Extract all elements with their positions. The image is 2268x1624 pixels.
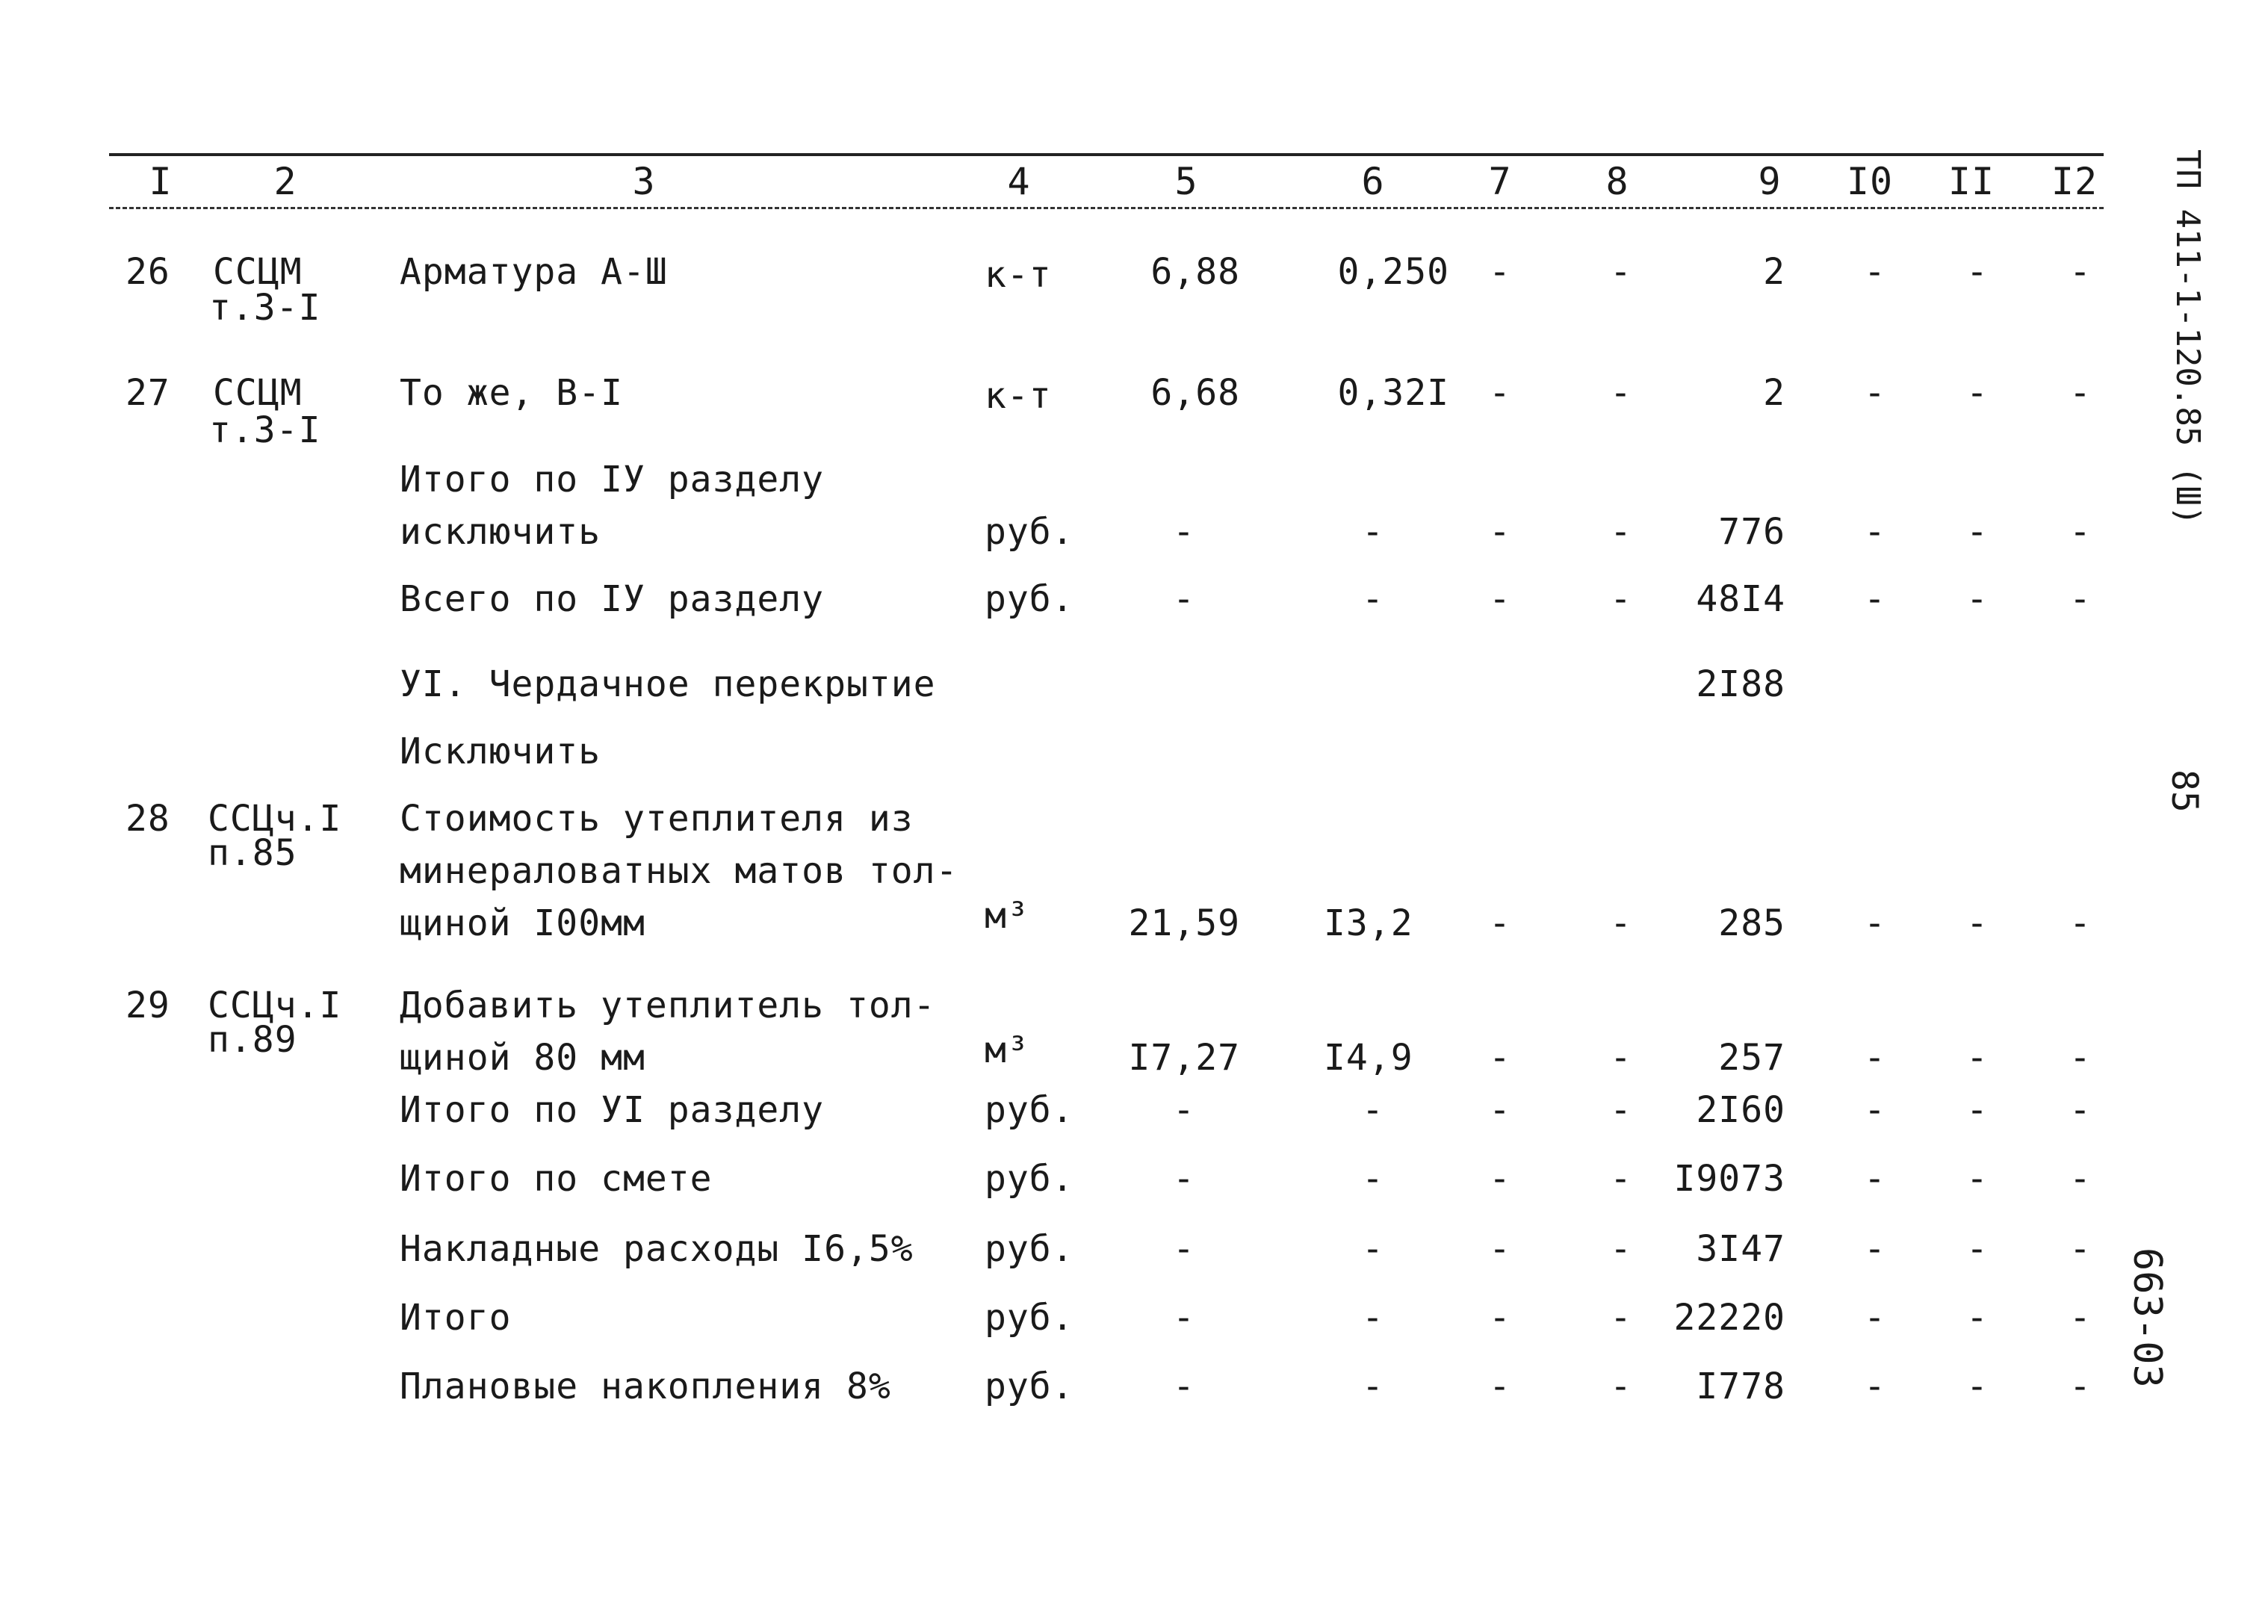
- col10-value: -: [1864, 1158, 1886, 1200]
- description: Арматура А-Ш: [400, 251, 668, 293]
- sheet-code: 663-03: [2125, 1248, 2169, 1388]
- section-title: УI. Чердачное перекрытие: [400, 663, 936, 705]
- reference-line-2: т.3-I: [209, 409, 321, 451]
- description: Всего по IУ разделу: [400, 578, 825, 620]
- col8-value: -: [1610, 1228, 1632, 1270]
- col10-value: -: [1864, 372, 1886, 414]
- col-header-8: 8: [1605, 160, 1629, 203]
- reference-line-2: т.3-I: [209, 287, 321, 329]
- col12-value: -: [2069, 578, 2092, 620]
- unit: руб.: [985, 1158, 1074, 1200]
- col9-value: 22220: [1673, 1297, 1785, 1339]
- col9-value: 776: [1718, 511, 1785, 553]
- col10-value: -: [1864, 1366, 1886, 1407]
- col11-value: -: [1966, 511, 1989, 553]
- col5-value: 21,59: [1128, 902, 1240, 944]
- col6-value: I4,9: [1324, 1037, 1413, 1079]
- col11-value: -: [1966, 251, 1989, 293]
- col9-value: 285: [1718, 902, 1785, 944]
- unit: руб.: [985, 1297, 1074, 1339]
- col9-value: 2: [1763, 372, 1785, 414]
- col12-value: -: [2069, 902, 2092, 944]
- page-number: 85: [2163, 769, 2205, 813]
- col5-value: -: [1173, 1158, 1195, 1200]
- col6-value: -: [1362, 1297, 1384, 1339]
- unit: руб.: [985, 511, 1074, 553]
- col7-value: -: [1489, 578, 1511, 620]
- col9-value: 3I47: [1696, 1228, 1785, 1270]
- col9-value: I778: [1696, 1366, 1785, 1407]
- col10-value: -: [1864, 578, 1886, 620]
- col-header-9: 9: [1758, 160, 1782, 203]
- col-header-4: 4: [1007, 160, 1031, 203]
- col8-value: -: [1610, 1158, 1632, 1200]
- col6-value: -: [1362, 578, 1384, 620]
- col-header-12: I2: [2051, 160, 2098, 203]
- col8-value: -: [1610, 1366, 1632, 1407]
- description: щиной I00мм: [400, 902, 645, 944]
- col-header-6: 6: [1361, 160, 1385, 203]
- table-top-rule: [109, 153, 2104, 156]
- col5-value: -: [1173, 1089, 1195, 1131]
- col11-value: -: [1966, 902, 1989, 944]
- description: Итого по УI разделу: [400, 1089, 825, 1131]
- col11-value: -: [1966, 1228, 1989, 1270]
- description: Стоимость утеплителя из: [400, 798, 914, 840]
- col10-value: -: [1864, 1228, 1886, 1270]
- description: Накладные расходы I6,5%: [400, 1228, 914, 1270]
- col12-value: -: [2069, 1089, 2092, 1131]
- col12-value: -: [2069, 1228, 2092, 1270]
- col12-value: -: [2069, 251, 2092, 293]
- col9-value: 2I88: [1696, 663, 1785, 705]
- reference-line-2: п.85: [208, 832, 297, 874]
- col6-value: -: [1362, 511, 1384, 553]
- row-number: 29: [126, 985, 170, 1026]
- table-header-rule: [109, 207, 2104, 209]
- unit: м³: [985, 895, 1029, 937]
- col11-value: -: [1966, 1089, 1989, 1131]
- col7-value: -: [1489, 1228, 1511, 1270]
- col10-value: -: [1864, 1037, 1886, 1079]
- col5-value: -: [1173, 1366, 1195, 1407]
- col-header-7: 7: [1488, 160, 1512, 203]
- unit: руб.: [985, 1366, 1074, 1407]
- col6-value: 0,32I: [1337, 372, 1449, 414]
- description: исключить: [400, 511, 601, 553]
- col11-value: -: [1966, 372, 1989, 414]
- col-header-10: I0: [1846, 160, 1894, 203]
- col-header-3: 3: [632, 160, 656, 203]
- col8-value: -: [1610, 1297, 1632, 1339]
- col-header-5: 5: [1174, 160, 1198, 203]
- reference-line-1: ССЦМ: [213, 372, 303, 414]
- col7-value: -: [1489, 1037, 1511, 1079]
- unit: м³: [985, 1029, 1029, 1071]
- row-number: 26: [126, 251, 170, 293]
- description: Плановые накопления 8%: [400, 1366, 891, 1407]
- col11-value: -: [1966, 1366, 1989, 1407]
- col8-value: -: [1610, 511, 1632, 553]
- col5-value: -: [1173, 578, 1195, 620]
- col12-value: -: [2069, 511, 2092, 553]
- col7-value: -: [1489, 1089, 1511, 1131]
- description: Итого по смете: [400, 1158, 713, 1200]
- reference-line-1: ССЦч.I: [208, 798, 342, 840]
- unit: руб.: [985, 1089, 1074, 1131]
- col9-value: 2I60: [1696, 1089, 1785, 1131]
- row-number: 27: [126, 372, 170, 414]
- row-number: 28: [126, 798, 170, 840]
- col6-value: -: [1362, 1158, 1384, 1200]
- col6-value: -: [1362, 1228, 1384, 1270]
- col10-value: -: [1864, 1297, 1886, 1339]
- col12-value: -: [2069, 1037, 2092, 1079]
- unit: руб.: [985, 578, 1074, 620]
- col11-value: -: [1966, 1037, 1989, 1079]
- description: Итого по IУ разделу: [400, 459, 825, 500]
- col10-value: -: [1864, 511, 1886, 553]
- unit: к-т: [985, 375, 1052, 417]
- col5-value: -: [1173, 511, 1195, 553]
- col10-value: -: [1864, 902, 1886, 944]
- unit: руб.: [985, 1228, 1074, 1270]
- col7-value: -: [1489, 1158, 1511, 1200]
- col7-value: -: [1489, 372, 1511, 414]
- col6-value: I3,2: [1324, 902, 1413, 944]
- col7-value: -: [1489, 902, 1511, 944]
- col8-value: -: [1610, 1089, 1632, 1131]
- col9-value: I9073: [1673, 1158, 1785, 1200]
- unit: к-т: [985, 254, 1052, 296]
- col5-value: 6,68: [1150, 372, 1240, 414]
- col8-value: -: [1610, 902, 1632, 944]
- col5-value: 6,88: [1150, 251, 1240, 293]
- col11-value: -: [1966, 578, 1989, 620]
- col7-value: -: [1489, 1366, 1511, 1407]
- col11-value: -: [1966, 1297, 1989, 1339]
- col7-value: -: [1489, 251, 1511, 293]
- col-header-1: I: [149, 160, 173, 203]
- col12-value: -: [2069, 372, 2092, 414]
- col6-value: 0,250: [1337, 251, 1449, 293]
- col5-value: I7,27: [1128, 1037, 1240, 1079]
- col7-value: -: [1489, 1297, 1511, 1339]
- description: щиной 80 мм: [400, 1037, 645, 1079]
- col11-value: -: [1966, 1158, 1989, 1200]
- col6-value: -: [1362, 1089, 1384, 1131]
- description: Добавить утеплитель тол-: [400, 985, 936, 1026]
- col7-value: -: [1489, 511, 1511, 553]
- description: Исключить: [400, 731, 601, 772]
- col12-value: -: [2069, 1158, 2092, 1200]
- col9-value: 48I4: [1696, 578, 1785, 620]
- col8-value: -: [1610, 372, 1632, 414]
- description: Итого: [400, 1297, 512, 1339]
- col-header-2: 2: [273, 160, 297, 203]
- col9-value: 257: [1718, 1037, 1785, 1079]
- col10-value: -: [1864, 1089, 1886, 1131]
- description: минераловатных матов тол-: [400, 850, 958, 892]
- col9-value: 2: [1763, 251, 1785, 293]
- col5-value: -: [1173, 1228, 1195, 1270]
- col8-value: -: [1610, 251, 1632, 293]
- col-header-11: II: [1948, 160, 1995, 203]
- reference-line-1: ССЦМ: [213, 251, 303, 293]
- reference-line-2: п.89: [208, 1019, 297, 1061]
- col6-value: -: [1362, 1366, 1384, 1407]
- description: То же, В-I: [400, 372, 623, 414]
- col10-value: -: [1864, 251, 1886, 293]
- col8-value: -: [1610, 1037, 1632, 1079]
- col12-value: -: [2069, 1297, 2092, 1339]
- reference-line-1: ССЦч.I: [208, 985, 342, 1026]
- col5-value: -: [1173, 1297, 1195, 1339]
- col12-value: -: [2069, 1366, 2092, 1407]
- col8-value: -: [1610, 578, 1632, 620]
- side-document-code: ТП 411-1-120.85 (Ш): [2169, 149, 2207, 526]
